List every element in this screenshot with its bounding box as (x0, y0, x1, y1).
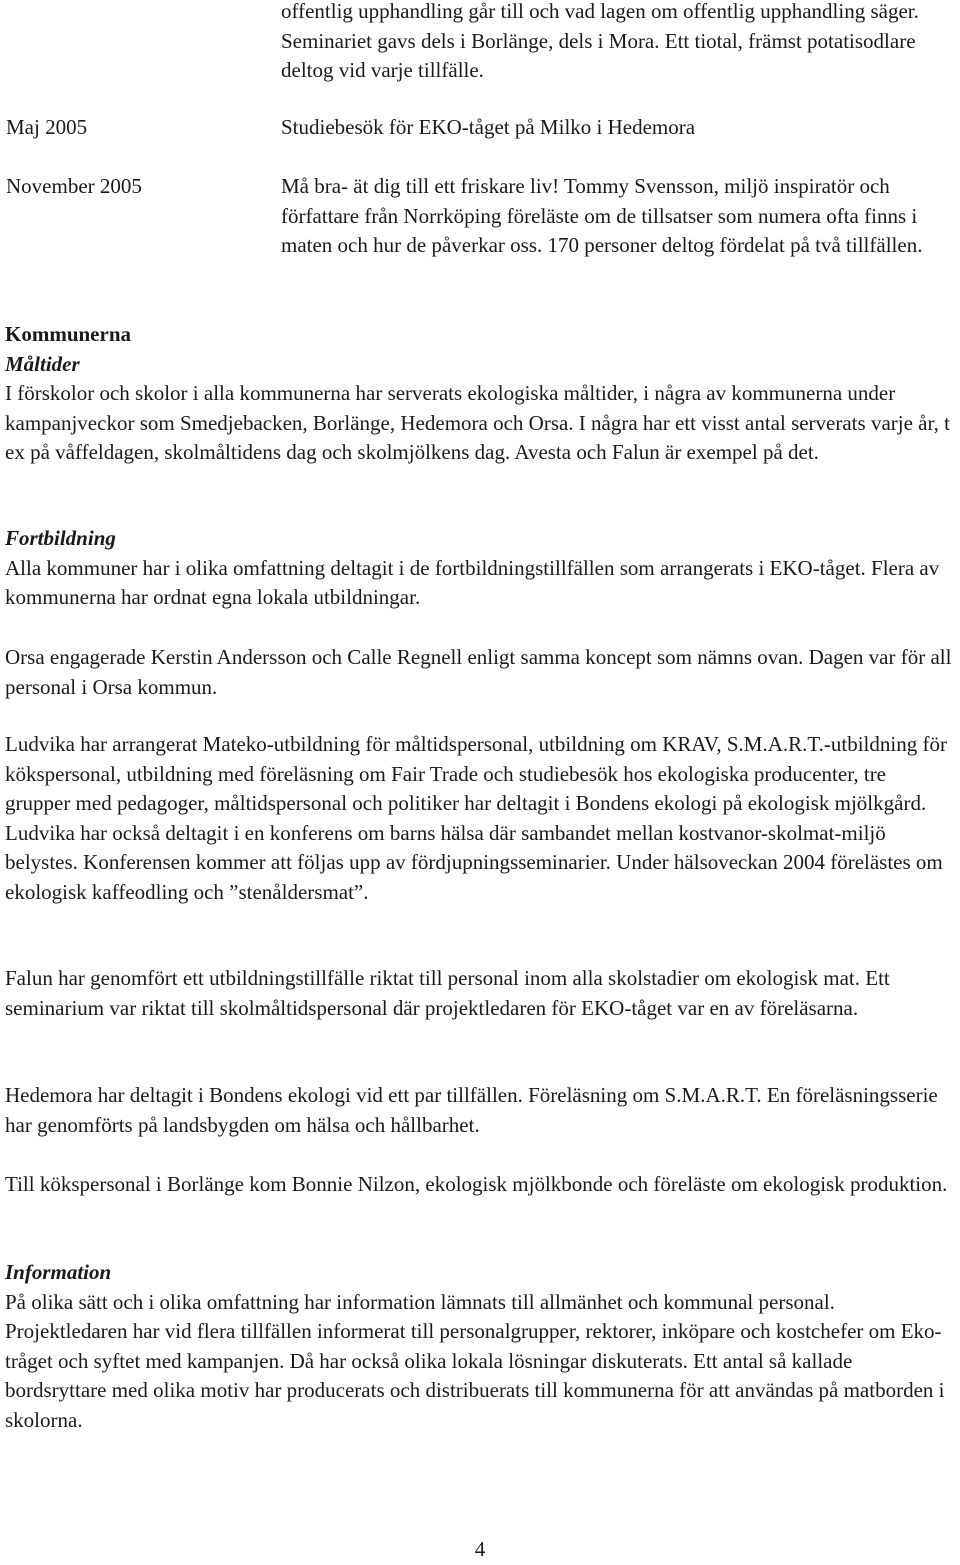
fortbildning-paragraph: Ludvika har arrangerat Mateko-utbildning för måltidspersonal, utbildning om KRAV, S.M.A.R.T.-utbildning för kökspersonal, utbildning med föreläsning om Fair Trade och studiebesök hos ekologiska producenter, tre grupper med pedagoger, måltidspersonal och politiker har deltagit i Bondens ekologi på ekologisk mjölkgård. Ludvika har också deltagit i en konferens om barns hälsa där sambandet mellan kostvanor-skolmat-miljö belystes. Konferensen kommer att följas upp av fördjupningsseminarier. Under hälsoveckan 2004 förelästes om ekologisk kaffeodling och ”stenåldersmat”. (5, 732, 947, 904)
fortbildning-paragraph: Falun har genomfört ett utbildningstillfälle riktat till personal inom alla skolstadier om ekologisk mat. Ett seminarium var riktat till skolmåltidspersonal där projektledaren för EKO-tåget var en av föreläsarna. (5, 966, 890, 1020)
information-text: På olika sätt och i olika omfattning har information lämnats till allmänhet och kommunal personal. Projektledaren har vid flera tillfällen informerat till personalgrupper, rektorer, inköpare och kostchefer om Eko-tråget och syftet med kampanjen. Då har också olika lokala lösningar diskuterats. Ett antal så kallade bordsryttare med olika motiv har producerats och distribuerats till kommunerna för att användas på matborden i skolorna. (5, 1289, 945, 1432)
fortbildning-paragraph: Orsa engagerade Kerstin Andersson och Calle Regnell enligt samma koncept som nämns ovan. Dagen var för all personal i Orsa kommun. (5, 645, 952, 699)
kommunerna-heading: Kommunerna (5, 322, 131, 346)
fortbildning-subheading: Fortbildning (5, 526, 116, 550)
information-subheading: Information (5, 1260, 112, 1284)
fortbildning-paragraph: Till kökspersonal i Borlänge kom Bonnie Nilzon, ekologisk mjölkbonde och föreläste om ekologisk produktion. (5, 1172, 948, 1196)
information-section (5, 1258, 955, 1435)
ludvika-paragraph (5, 730, 955, 907)
timeline-date: November 2005 (6, 174, 142, 198)
falun-paragraph (5, 964, 955, 1023)
maltider-subheading: Måltider (5, 351, 80, 376)
orsa-paragraph (5, 643, 955, 702)
maltider-text: I förskolor och skolor i alla kommunerna har serverats ekologiska måltider, i några av kommunerna under kampanjveckor som Smedjebacken, Borlänge, Hedemora och Orsa. I några har ett visst antal serverats varje år, t ex på våffeldagen, skolmåltidens dag och skolmjölkens dag. Avesta och Falun är exempel på det. (5, 381, 950, 464)
page-number: 4 (474, 1537, 486, 1561)
hedemora-paragraph (5, 1081, 955, 1140)
kommunerna-section (5, 320, 955, 468)
timeline-text: Studiebesök för EKO-tåget på Milko i Hedemora (281, 115, 696, 139)
timeline-date: Maj 2005 (6, 115, 88, 139)
timeline-continuation-text: offentlig upphandling går till och vad lagen om offentlig upphandling säger. Seminariet gavs dels i Borlänge, dels i Mora. Ett tiotal, främst potatisodlare deltog vid varje tillfälle. (281, 0, 919, 82)
fortbildning-paragraph: Alla kommuner har i olika omfattning deltagit i de fortbildningstillfällen som arrangerats i EKO-tåget. Flera av kommunerna har ordnat egna lokala utbildningar. (5, 555, 940, 609)
fortbildning-section (5, 524, 955, 613)
fortbildning-paragraph: Hedemora har deltagit i Bondens ekologi vid ett par tillfällen. Föreläsning om S.M.A.R.T. En föreläsningsserie har genomförts på landsbygden om hälsa och hållbarhet. (5, 1083, 938, 1137)
timeline-text: Må bra- ät dig till ett friskare liv! Tommy Svensson, miljö inspiratör och författare från Norrköping föreläste om de tillsatser som numera ofta finns i maten och hur de påverkar oss. 170 personer deltog fördelat på två tillfällen. (281, 174, 923, 257)
borlange-paragraph (5, 1170, 955, 1200)
